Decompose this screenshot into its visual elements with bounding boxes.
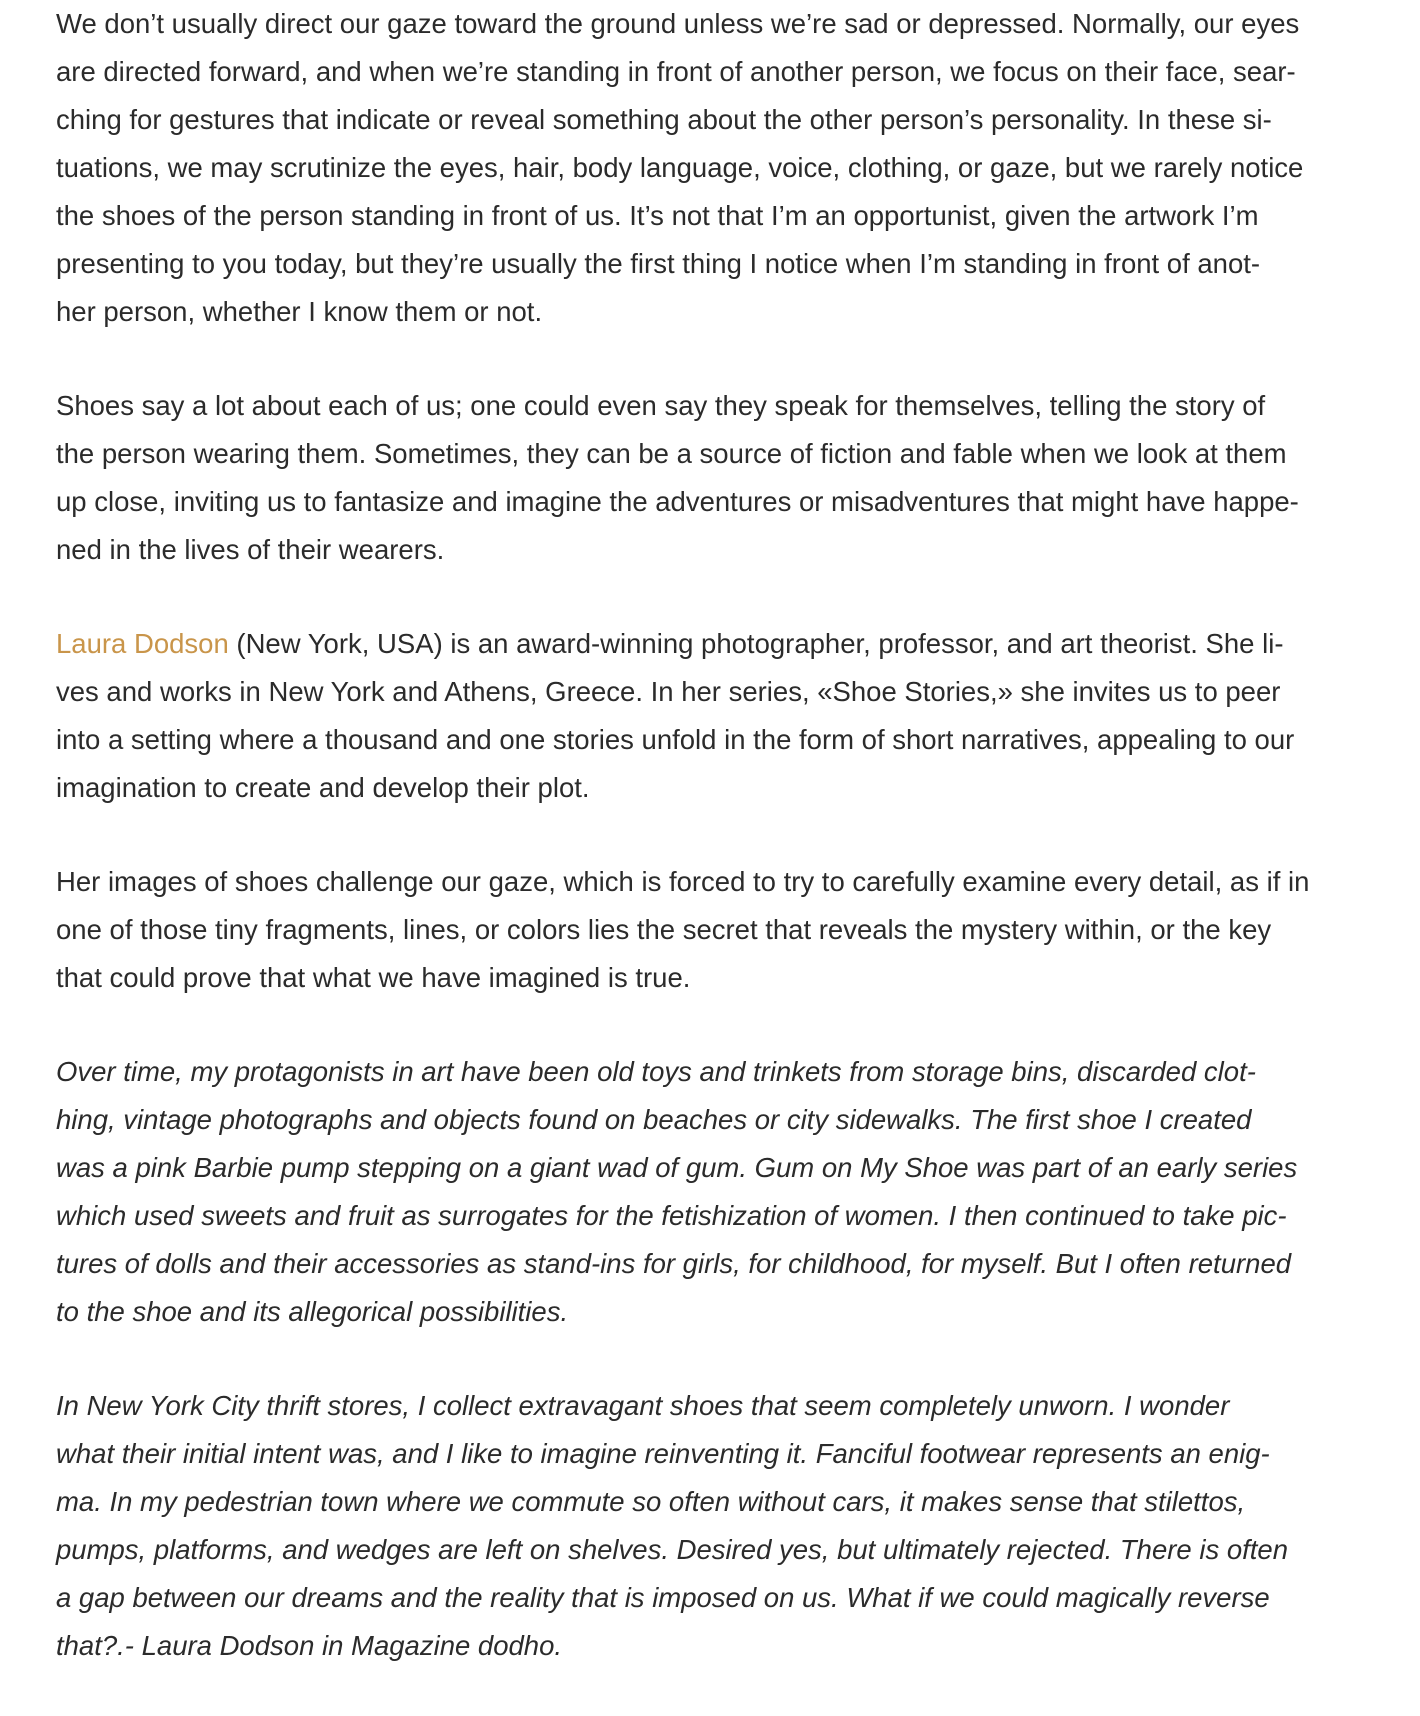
paragraph-intro [56, 0, 1356, 336]
text-line: the shoes of the person standing in front of us. It’s not that I’m an opportunist, given the artwork I’m [56, 200, 1259, 231]
text-line: one of those tiny fragments, lines, or colors lies the secret that reveals the mystery within, or the key [56, 914, 1272, 945]
text-line: Her images of shoes challenge our gaze, which is forced to try to carefully examine every detail, as if in [56, 866, 1310, 897]
article-body [56, 0, 1356, 1716]
artist-link[interactable]: Laura Dodson [56, 628, 229, 659]
text-line: presenting to you today, but they’re usually the first thing I notice when I’m standing in front of anot- [56, 248, 1261, 279]
text-line: pumps, platforms, and wedges are left on shelves. Desired yes, but ultimately rejected. There is often [56, 1534, 1288, 1565]
quote-paragraph-thrift-stores [56, 1382, 1356, 1670]
text-line: are directed forward, and when we’re standing in front of another person, we focus on their face, sear- [56, 56, 1296, 87]
text-line: imagination to create and develop their plot. [56, 772, 590, 803]
text-line: into a setting where a thousand and one stories unfold in the form of short narratives, appealing to our [56, 724, 1295, 755]
bio-first-line-text: (New York, USA) is an award-winning photographer, professor, and art theorist. She li- [228, 628, 1284, 659]
text-line: the person wearing them. Sometimes, they can be a source of fiction and fable when we look at them [56, 438, 1287, 469]
text-line: that?.- Laura Dodson in Magazine dodho. [56, 1630, 563, 1661]
text-line: Shoes say a lot about each of us; one could even say they speak for themselves, telling the story of [56, 390, 1266, 421]
text-line: that could prove that what we have imagined is true. [56, 962, 691, 993]
text-line: We don’t usually direct our gaze toward the ground unless we’re sad or depressed. Normally, our eyes [56, 8, 1300, 39]
text-line: hing, vintage photographs and objects found on beaches or city sidewalks. The first shoe I created [56, 1104, 1252, 1135]
text-line [56, 620, 1356, 668]
text-line: to the shoe and its allegorical possibilities. [56, 1296, 569, 1327]
text-line: In New York City thrift stores, I collect extravagant shoes that seem completely unworn. I wonder [56, 1390, 1230, 1421]
text-line: which used sweets and fruit as surrogates for the fetishization of women. I then continued to take pic- [56, 1200, 1287, 1231]
paragraph-shoes-say [56, 382, 1356, 574]
text-line: ching for gestures that indicate or reveal something about the other person’s personality. In these si- [56, 104, 1272, 135]
paragraph-images-challenge [56, 858, 1356, 1002]
text-line: ned in the lives of their wearers. [56, 534, 445, 565]
text-line: was a pink Barbie pump stepping on a giant wad of gum. Gum on My Shoe was part of an early series [56, 1152, 1298, 1183]
text-line: her person, whether I know them or not. [56, 296, 543, 327]
text-line: ves and works in New York and Athens, Greece. In her series, «Shoe Stories,» she invites us to peer [56, 676, 1281, 707]
text-line: a gap between our dreams and the reality that is imposed on us. What if we could magically reverse [56, 1582, 1270, 1613]
text-line: up close, inviting us to fantasize and imagine the adventures or misadventures that might have happe- [56, 486, 1299, 517]
quote-paragraph-protagonists [56, 1048, 1356, 1336]
text-line: Over time, my protagonists in art have been old toys and trinkets from storage bins, discarded clot- [56, 1056, 1256, 1087]
text-line: ma. In my pedestrian town where we commute so often without cars, it makes sense that stilettos, [56, 1486, 1246, 1517]
paragraph-artist-bio [56, 620, 1356, 812]
text-line: tuations, we may scrutinize the eyes, hair, body language, voice, clothing, or gaze, but we rarely notice [56, 152, 1304, 183]
text-line: tures of dolls and their accessories as stand-ins for girls, for childhood, for myself. But I often returned [56, 1248, 1292, 1279]
text-line: what their initial intent was, and I like to imagine reinventing it. Fanciful footwear represents an enig- [56, 1438, 1270, 1469]
